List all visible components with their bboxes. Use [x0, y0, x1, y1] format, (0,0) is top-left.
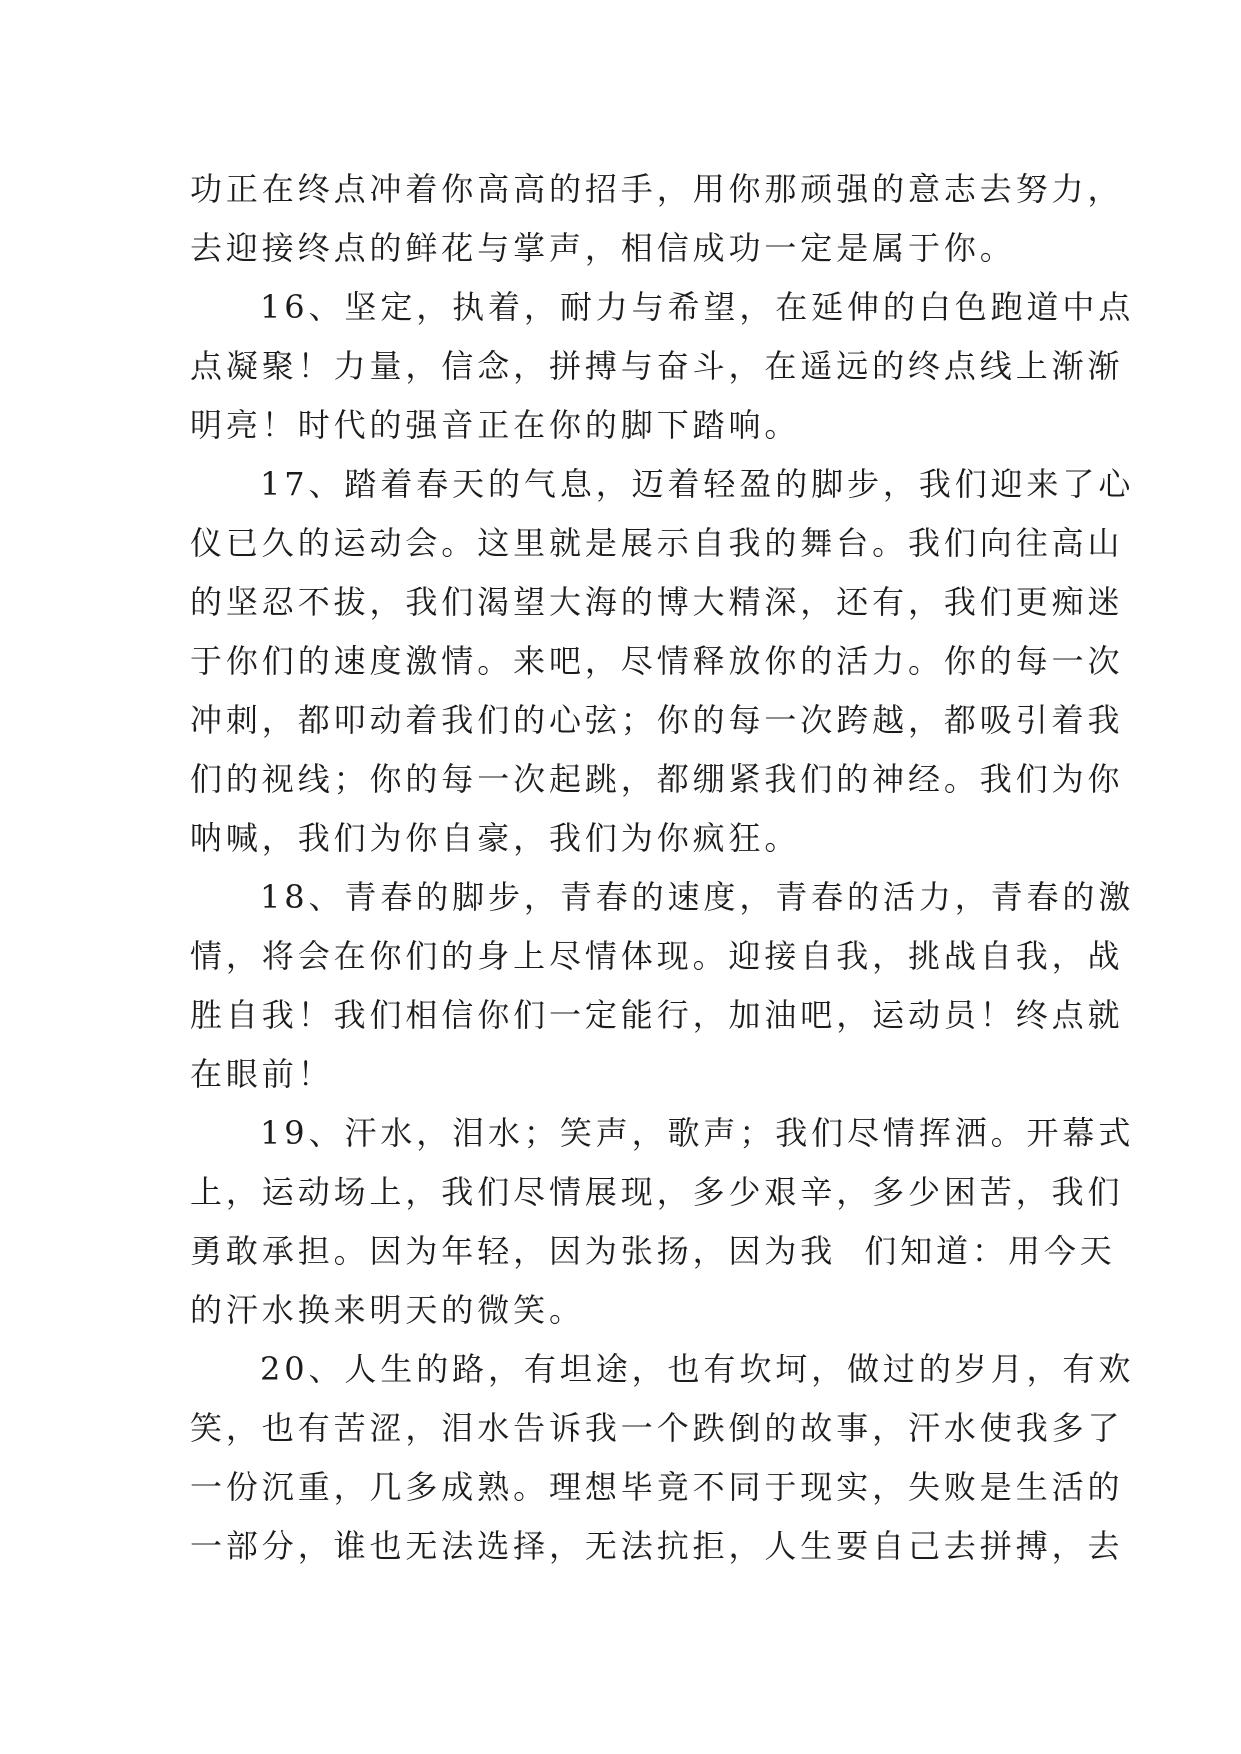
paragraph-19-start: 19、汗水，泪水；笑声，歌声；我们尽情挥洒。开幕式	[260, 1114, 1135, 1152]
text-line: 情，将会在你们的身上尽情体现。迎接自我，挑战自我，战	[190, 937, 1124, 975]
paragraph-18-start: 18、青春的脚步，青春的速度，青春的活力，青春的激	[260, 878, 1135, 916]
text-line: 一份沉重，几多成熟。理想毕竟不同于现实，失败是生活的	[190, 1468, 1124, 1506]
text-line: 点凝聚！力量，信念，拼搏与奋斗，在遥远的终点线上渐渐	[190, 347, 1124, 385]
text-line: 的汗水换来明天的微笑。	[190, 1291, 585, 1329]
text-line: 于你们的速度激情。来吧，尽情释放你的活力。你的每一次	[190, 642, 1124, 680]
text-line: 功正在终点冲着你高高的招手，用你那顽强的意志去努力，	[190, 170, 1124, 208]
paragraph-20-start: 20、人生的路，有坦途，也有坎坷，做过的岁月，有欢	[260, 1350, 1135, 1388]
text-line: 们的视线；你的每一次起跳，都绷紧我们的神经。我们为你	[190, 760, 1124, 798]
paragraph-17-start: 17、踏着春天的气息，迈着轻盈的脚步，我们迎来了心	[260, 465, 1135, 503]
text-line: 仪已久的运动会。这里就是展示自我的舞台。我们向往高山	[190, 524, 1124, 562]
text-line: 明亮！时代的强音正在你的脚下踏响。	[190, 406, 801, 444]
text-line: 胜自我！我们相信你们一定能行，加油吧，运动员！终点就	[190, 996, 1124, 1034]
text-line: 笑，也有苦涩，泪水告诉我一个跌倒的故事，汗水使我多了	[190, 1409, 1124, 1447]
text-line: 勇敢承担。因为年轻，因为张扬，因为我 们知道：用今天	[190, 1232, 1116, 1270]
paragraph-16-start: 16、坚定，执着，耐力与希望，在延伸的白色跑道中点	[260, 288, 1135, 326]
text-line: 上，运动场上，我们尽情展现，多少艰辛，多少困苦，我们	[190, 1173, 1124, 1211]
document-body	[190, 160, 1135, 1576]
text-line: 去迎接终点的鲜花与掌声，相信成功一定是属于你。	[190, 229, 1016, 267]
text-line: 冲刺，都叩动着我们的心弦；你的每一次跨越，都吸引着我	[190, 701, 1124, 739]
text-line: 一部分，谁也无法选择，无法抗拒，人生要自己去拼搏，去	[190, 1527, 1124, 1565]
text-line: 的坚忍不拔，我们渴望大海的博大精深，还有，我们更痴迷	[190, 583, 1124, 621]
text-line: 呐喊，我们为你自豪，我们为你疯狂。	[190, 819, 801, 857]
text-line: 在眼前！	[190, 1055, 334, 1093]
